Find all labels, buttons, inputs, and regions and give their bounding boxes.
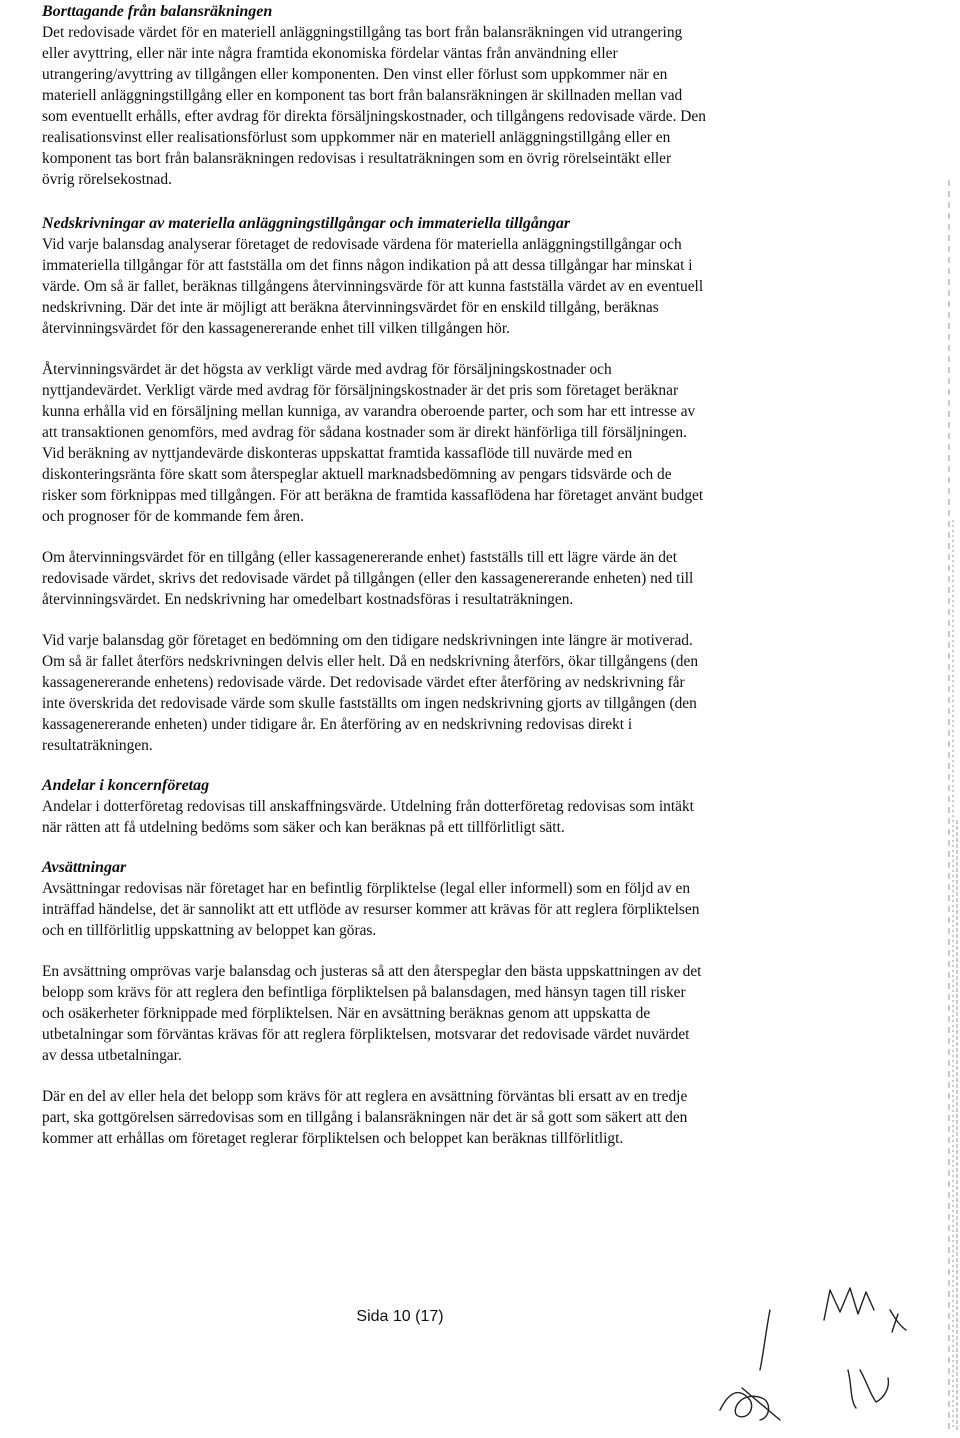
paragraph: En avsättning omprövas varje balansdag och justeras så att den återspeglar den bästa uppskattningen av det belopp som krävs för att reglera den befintliga förpliktelsen på balansdagen, med hänsyn tagen till risker och osäkerheter förknippade med förpliktelsen. När en avsättning beräknas genom att uppskatta de utbetalningar som förväntas krävas för att reglera förpliktelsen, motsvarar det redovisade värdet nuvärdet av dessa utbetalningar. [42,963,702,1064]
paragraph: Det redovisade värdet för en materiell anläggningstillgång tas bort från balansräkningen vid utrangering eller avyttring, eller när inte några framtida ekonomiska fördelar väntas från användning eller utrangering/avyttring av tillgången eller komponenten. Den vinst eller förlust som uppkommer när en materiell anläggningstillgång eller en komponent tas bort från balansräkningen är skillnaden mellan vad som eventuellt erhålls, efter avdrag för direkta försäljningskostnader, och tillgångens redovisade värde. Den realisationsvinst eller realisationsförlust som uppkommer när en materiell anläggningstillgång eller en komponent tas bort från balansräkningen redovisas i resultaträkningen som en övrig rörelseintäkt eller övrig rörelsekostnad. [42,24,706,188]
scan-edge-decoration [946,0,960,1438]
paragraph: Om återvinningsvärdet för en tillgång (eller kassagenererande enhet) fastställs till ett lägre värde än det redovisade värdet, skrivs det redovisade värdet på tillgången (eller den kassagenererande enheten) ned till återvinningsvärdet. En nedskrivning har omedelbart kostnadsföras i resultaträkningen. [42,549,694,608]
page-number: Sida 10 (17) [356,1308,444,1325]
section-heading-nedskrivningar: Nedskrivningar av materiella anläggningstillgångar och immateriella tillgångar [42,215,571,232]
section-heading-borttagande: Borttagande från balansräkningen [42,3,273,20]
section-heading-avsattningar: Avsättningar [42,859,127,876]
handwritten-initials [700,1270,940,1430]
paragraph: Andelar i dotterföretag redovisas till anskaffningsvärde. Utdelning från dotterföretag redovisas som intäkt när rätten att få utdelning bedöms som säker och kan beräknas på ett tillförlitligt sätt. [42,798,694,836]
paragraph: Återvinningsvärdet är det högsta av verkligt värde med avdrag för försäljningskostnader och nyttjandevärdet. Verkligt värde med avdrag för försäljningskostnader är det pris som företaget beräknar kunna erhålla vid en försäljning mellan kunniga, av varandra oberoende parter, och som har ett intresse av att transaktionen genomförs, med avdrag för sådana kostnader som är direkt hänförliga till försäljningen. Vid beräkning av nyttjandevärde diskonteras uppskattat framtida kassaflöde till nuvärde med en diskonteringsränta före skatt som återspeglar aktuell marknadsbedömning av pengars tidsvärde och de risker som förknippas med tillgången. För att beräkna de framtida kassaflödena har företaget använt budget och prognoser för de kommande fem åren. [42,361,704,525]
paragraph: Avsättningar redovisas när företaget har en befintlig förpliktelse (legal eller informell) som en följd av en inträffad händelse, det är sannolikt att ett utflöde av resurser kommer att krävas för att reglera förpliktelsen och en tillförlitlig uppskattning av beloppet kan göras. [42,880,700,939]
paragraph: Där en del av eller hela det belopp som krävs för att reglera en avsättning förväntas bli ersatt av en tredje part, ska gottgörelsen särredovisas som en tillgång i balansräkningen när det är så gott som säkert att den kommer att erhållas om företaget reglerar förpliktelsen och beloppet kan beräknas tillförlitligt. [42,1088,688,1147]
paragraph: Vid varje balansdag gör företaget en bedömning om den tidigare nedskrivningen inte längre är motiverad. Om så är fallet återförs nedskrivningen delvis eller helt. Då en nedskrivning återförs, ökar tillgångens (den kassagenererande enhetens) redovisade värde. Det redovisade värdet efter återföring av nedskrivning får inte överskrida det redovisade värde som skulle fastställts om ingen nedskrivning gjorts av tillgången (den kassagenererande enheten) under tidigare år. En återföring av en nedskrivning redovisas direkt i resultaträkningen. [42,632,699,754]
paragraph: Vid varje balansdag analyserar företaget de redovisade värdena för materiella anläggningstillgångar och immateriella tillgångar för att fastställa om det finns någon indikation på att dessa tillgångar har minskat i värde. Om så är fallet, beräknas tillgångens återvinningsvärde för att kunna fastställa värdet av en eventuell nedskrivning. Där det inte är möjligt att beräkna återvinningsvärdet för en enskild tillgång, beräknas återvinningsvärdet för den kassagenererande enhet till vilken tillgången hör. [42,236,704,337]
document-body [42,0,707,1149]
section-heading-andelar: Andelar i koncernföretag [42,777,210,794]
